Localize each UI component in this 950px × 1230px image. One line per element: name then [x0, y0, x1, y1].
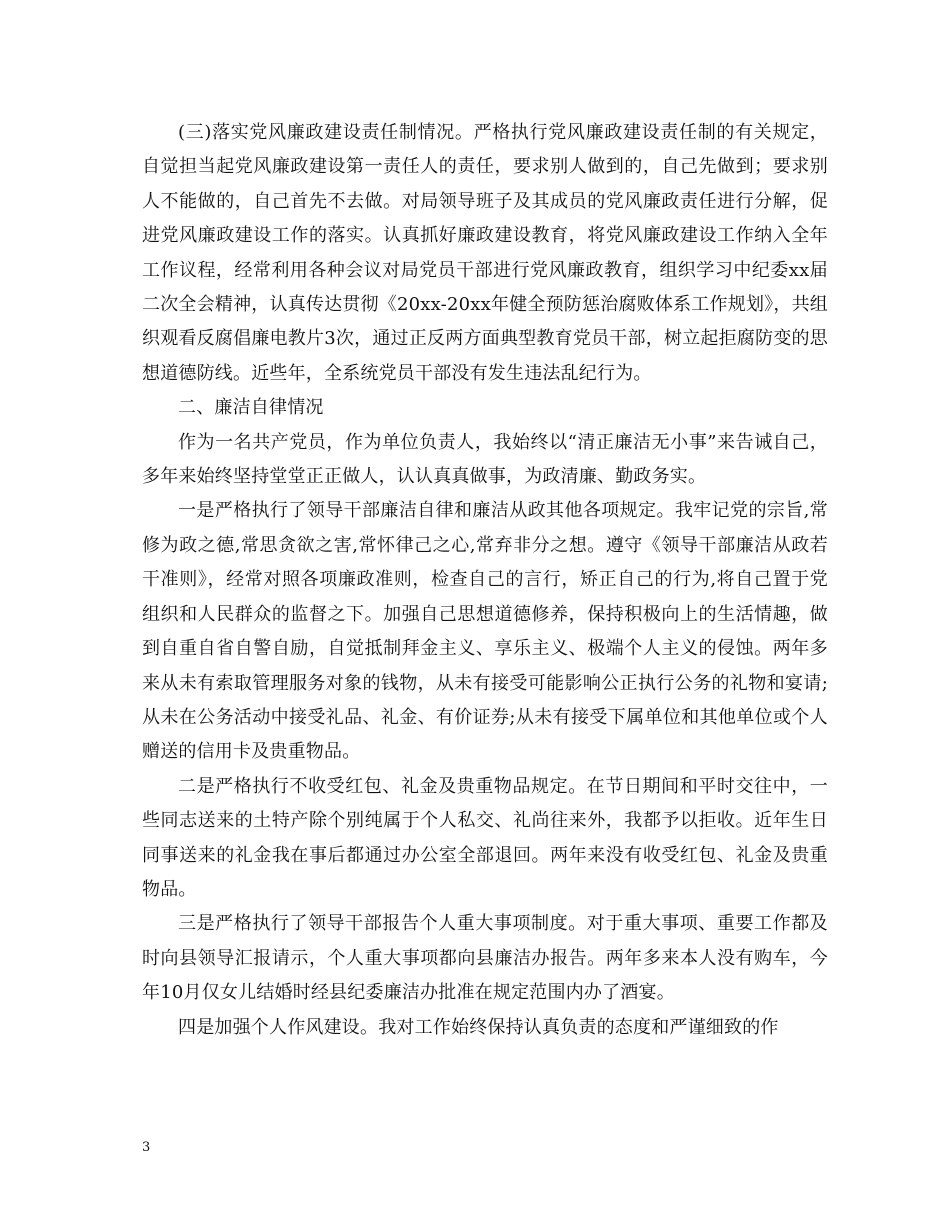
paragraph-point-three: 三是严格执行了领导干部报告个人重大事项制度。对于重大事项、重要工作都及时向县领导汇报请示，个人重大事项都向县廉洁办报告。两年多来本人没有购车，今年10月仅女儿结婚时经县纪委廉洁办批准在规定范围内办了酒宴。 [142, 913, 828, 1004]
page-number: 3 [142, 1140, 151, 1155]
section-heading-self-discipline: 二、廉洁自律情况 [178, 397, 324, 419]
paragraph-responsibility-system: (三)落实党风廉政建设责任制情况。严格执行党风廉政建设责任制的有关规定，自觉担当起党风廉政建设第一责任人的责任，要求别人做到的，自己先做到；要求别人不能做的，自己首先不去做。对局领导班子及其成员的党风廉政责任进行分解，促进党风廉政建设工作的落实。认真抓好廉政建设教育，将党风廉政建设工作纳入全年工作议程，经常利用各种会议对局党员干部进行党风廉政教育，组织学习中纪委xx届二次全会精神，认真传达贯彻《20xx-20xx年健全预防惩治腐败体系工作规划》，共组织观看反腐倡廉电教片3次，通过正反两方面典型教育党员干部，树立起拒腐防变的思想道德防线。近些年，全系统党员干部没有发生违法乱纪行为。 [142, 122, 828, 384]
document-body [142, 116, 828, 1045]
paragraph-point-four: 四是加强个人作风建设。我对工作始终保持认真负责的态度和严谨细致的作 [178, 1016, 779, 1038]
paragraph-point-two: 二是严格执行不收受红包、礼金及贵重物品规定。在节日期间和平时交往中，一些同志送来的土特产除个别纯属于个人私交、礼尚往来外，我都予以拒收。近年生日同事送来的礼金我在事后都通过办公室全部退回。两年来没有收受红包、礼金及贵重物品。 [142, 775, 828, 900]
paragraph-party-member-intro: 作为一名共产党员，作为单位负责人，我始终以“清正廉洁无小事”来告诫自己，多年来始终坚持堂堂正正做人，认认真真做事，为政清廉、勤政务实。 [142, 431, 828, 488]
paragraph-point-one: 一是严格执行了领导干部廉洁自律和廉洁从政其他各项规定。我牢记党的宗旨,常修为政之德,常思贪欲之害,常怀律己之心,常弃非分之想。遵守《领导干部廉洁从政若干准则》，经常对照各项廉政准则，检查自己的言行，矫正自己的行为,将自己置于党组织和人民群众的监督之下。加强自己思想道德修养，保持积极向上的生活情趣，做到自重自省自警自励，自觉抵制拜金主义、享乐主义、极端个人主义的侵蚀。两年多来从未有索取管理服务对象的钱物，从未有接受可能影响公正执行公务的礼物和宴请;从未在公务活动中接受礼品、礼金、有价证券;从未有接受下属单位和其他单位或个人赠送的信用卡及贵重物品。 [142, 500, 828, 763]
